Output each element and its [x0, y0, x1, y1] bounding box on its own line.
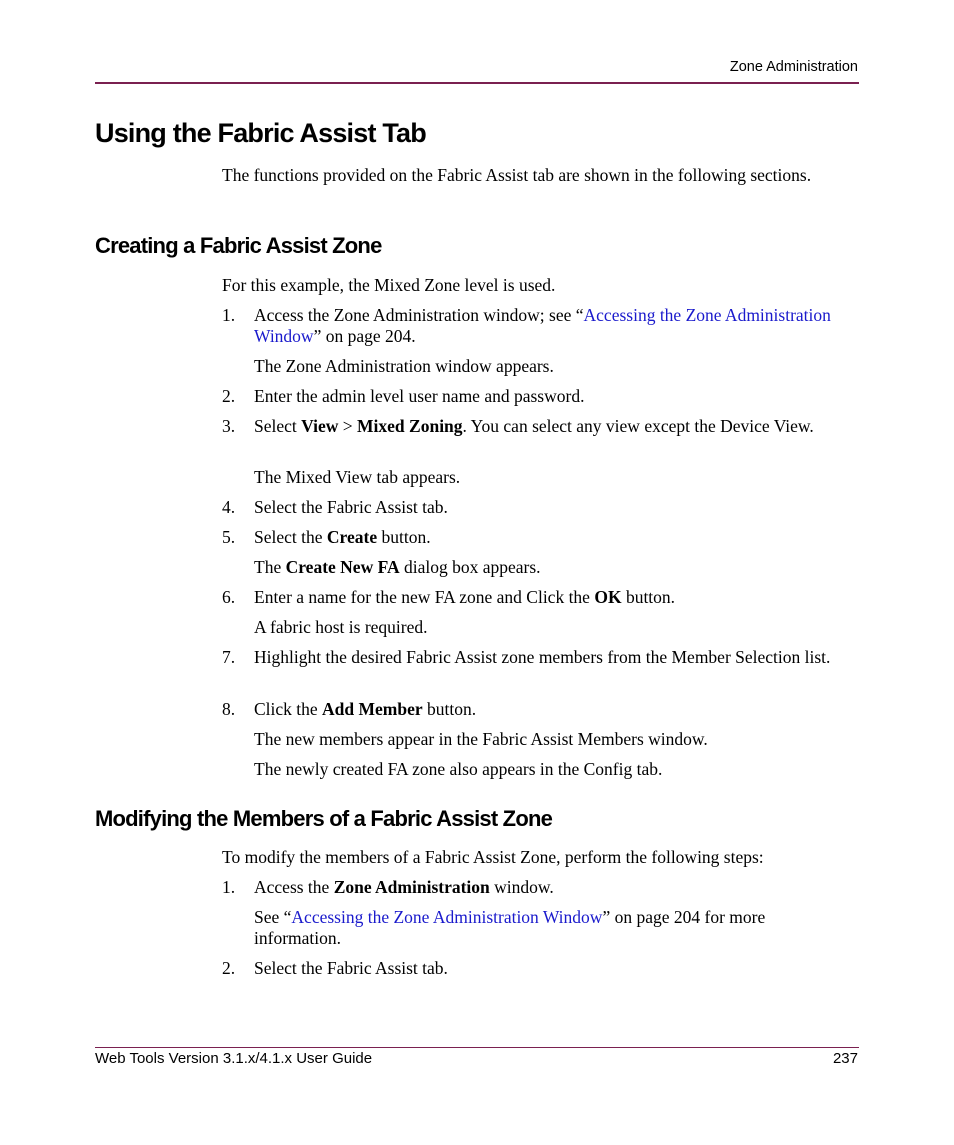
- step-3-result: The Mixed View tab appears.: [254, 467, 461, 487]
- create-new-fa-label: Create New FA: [285, 557, 400, 577]
- view-menu-label: View: [301, 416, 339, 436]
- step-3: [222, 416, 858, 437]
- step-8-result-2: The newly created FA zone also appears in the Config tab.: [254, 759, 663, 779]
- footer-guide-title: Web Tools Version 3.1.x/4.1.x User Guide: [95, 1050, 373, 1067]
- section1-intro: The functions provided on the Fabric Assist tab are shown in the following sections.: [222, 165, 812, 185]
- page-number: 237: [832, 1050, 858, 1067]
- step-text: Access the: [254, 877, 334, 897]
- step-text: window.: [489, 877, 554, 897]
- step-text: dialog box appears.: [399, 557, 541, 577]
- step-text: button.: [422, 699, 477, 719]
- step-number: 6.: [222, 587, 236, 607]
- section-title-using-fabric-assist: Using the Fabric Assist Tab: [95, 118, 426, 148]
- step-6-result: A fabric host is required.: [254, 617, 428, 637]
- step-number: 4.: [222, 497, 236, 517]
- step-7: [222, 647, 858, 668]
- step-number: 8.: [222, 699, 236, 719]
- step-text: button.: [377, 527, 431, 547]
- accessing-zone-admin-link[interactable]: Accessing the Zone Administration Window: [254, 305, 831, 346]
- step-4: [222, 497, 858, 518]
- create-button-label: Create: [326, 527, 378, 547]
- step-text: The: [254, 557, 286, 577]
- step-text: ” on page 204 for more information.: [254, 907, 766, 948]
- step-8-result-1: The new members appear in the Fabric Assist Members window.: [254, 729, 708, 749]
- mixed-zoning-label: Mixed Zoning: [357, 416, 463, 436]
- accessing-zone-admin-link[interactable]: Accessing the Zone Administration Window: [291, 907, 603, 927]
- step-text: Enter the admin level user name and password.: [254, 386, 585, 406]
- modify-step-1: [222, 877, 858, 898]
- step-text: Select the: [254, 527, 327, 547]
- section3-intro: To modify the members of a Fabric Assist Zone, perform the following steps:: [222, 847, 764, 867]
- footer-rule: [95, 1047, 859, 1048]
- step-5-result: [254, 557, 854, 578]
- section-title-modifying-fa-zone: Modifying the Members of a Fabric Assist Zone: [95, 806, 553, 831]
- step-text: button.: [621, 587, 676, 607]
- ok-button-label: OK: [594, 587, 622, 607]
- modify-step-2: [222, 958, 858, 979]
- section-title-creating-fa-zone: Creating a Fabric Assist Zone: [95, 233, 382, 258]
- step-number: 2.: [222, 958, 236, 978]
- step-number: 2.: [222, 386, 236, 406]
- step-number: 1.: [222, 877, 236, 897]
- step-number: 7.: [222, 647, 236, 667]
- step-text: . You can select any view except the Device View.: [462, 416, 814, 436]
- zone-admin-label: Zone Administration: [333, 877, 490, 897]
- step-text: Access the Zone Administration window; see “: [254, 305, 584, 325]
- add-member-button-label: Add Member: [322, 699, 423, 719]
- running-header: Zone Administration: [729, 59, 858, 75]
- step-text: ” on page 204.: [313, 326, 416, 346]
- step-text: Select the Fabric Assist tab.: [254, 497, 448, 517]
- step-2: [222, 386, 858, 407]
- step-6: [222, 587, 858, 608]
- step-8: [222, 699, 858, 720]
- step-text: >: [338, 416, 358, 436]
- step-text: Highlight the desired Fabric Assist zone members from the Member Selection list.: [254, 647, 831, 667]
- step-number: 5.: [222, 527, 236, 547]
- step-number: 3.: [222, 416, 236, 436]
- step-1-result: The Zone Administration window appears.: [254, 356, 554, 376]
- step-5: [222, 527, 858, 548]
- modify-step-1-see: [254, 907, 854, 949]
- step-number: 1.: [222, 305, 236, 325]
- step-text: Enter a name for the new FA zone and Click the: [254, 587, 595, 607]
- step-text: Click the: [254, 699, 323, 719]
- section2-intro: For this example, the Mixed Zone level is used.: [222, 275, 556, 295]
- header-rule: [95, 82, 859, 84]
- step-text: See “: [254, 907, 292, 927]
- step-1: [222, 305, 858, 347]
- step-text: Select: [254, 416, 302, 436]
- step-text: Select the Fabric Assist tab.: [254, 958, 448, 978]
